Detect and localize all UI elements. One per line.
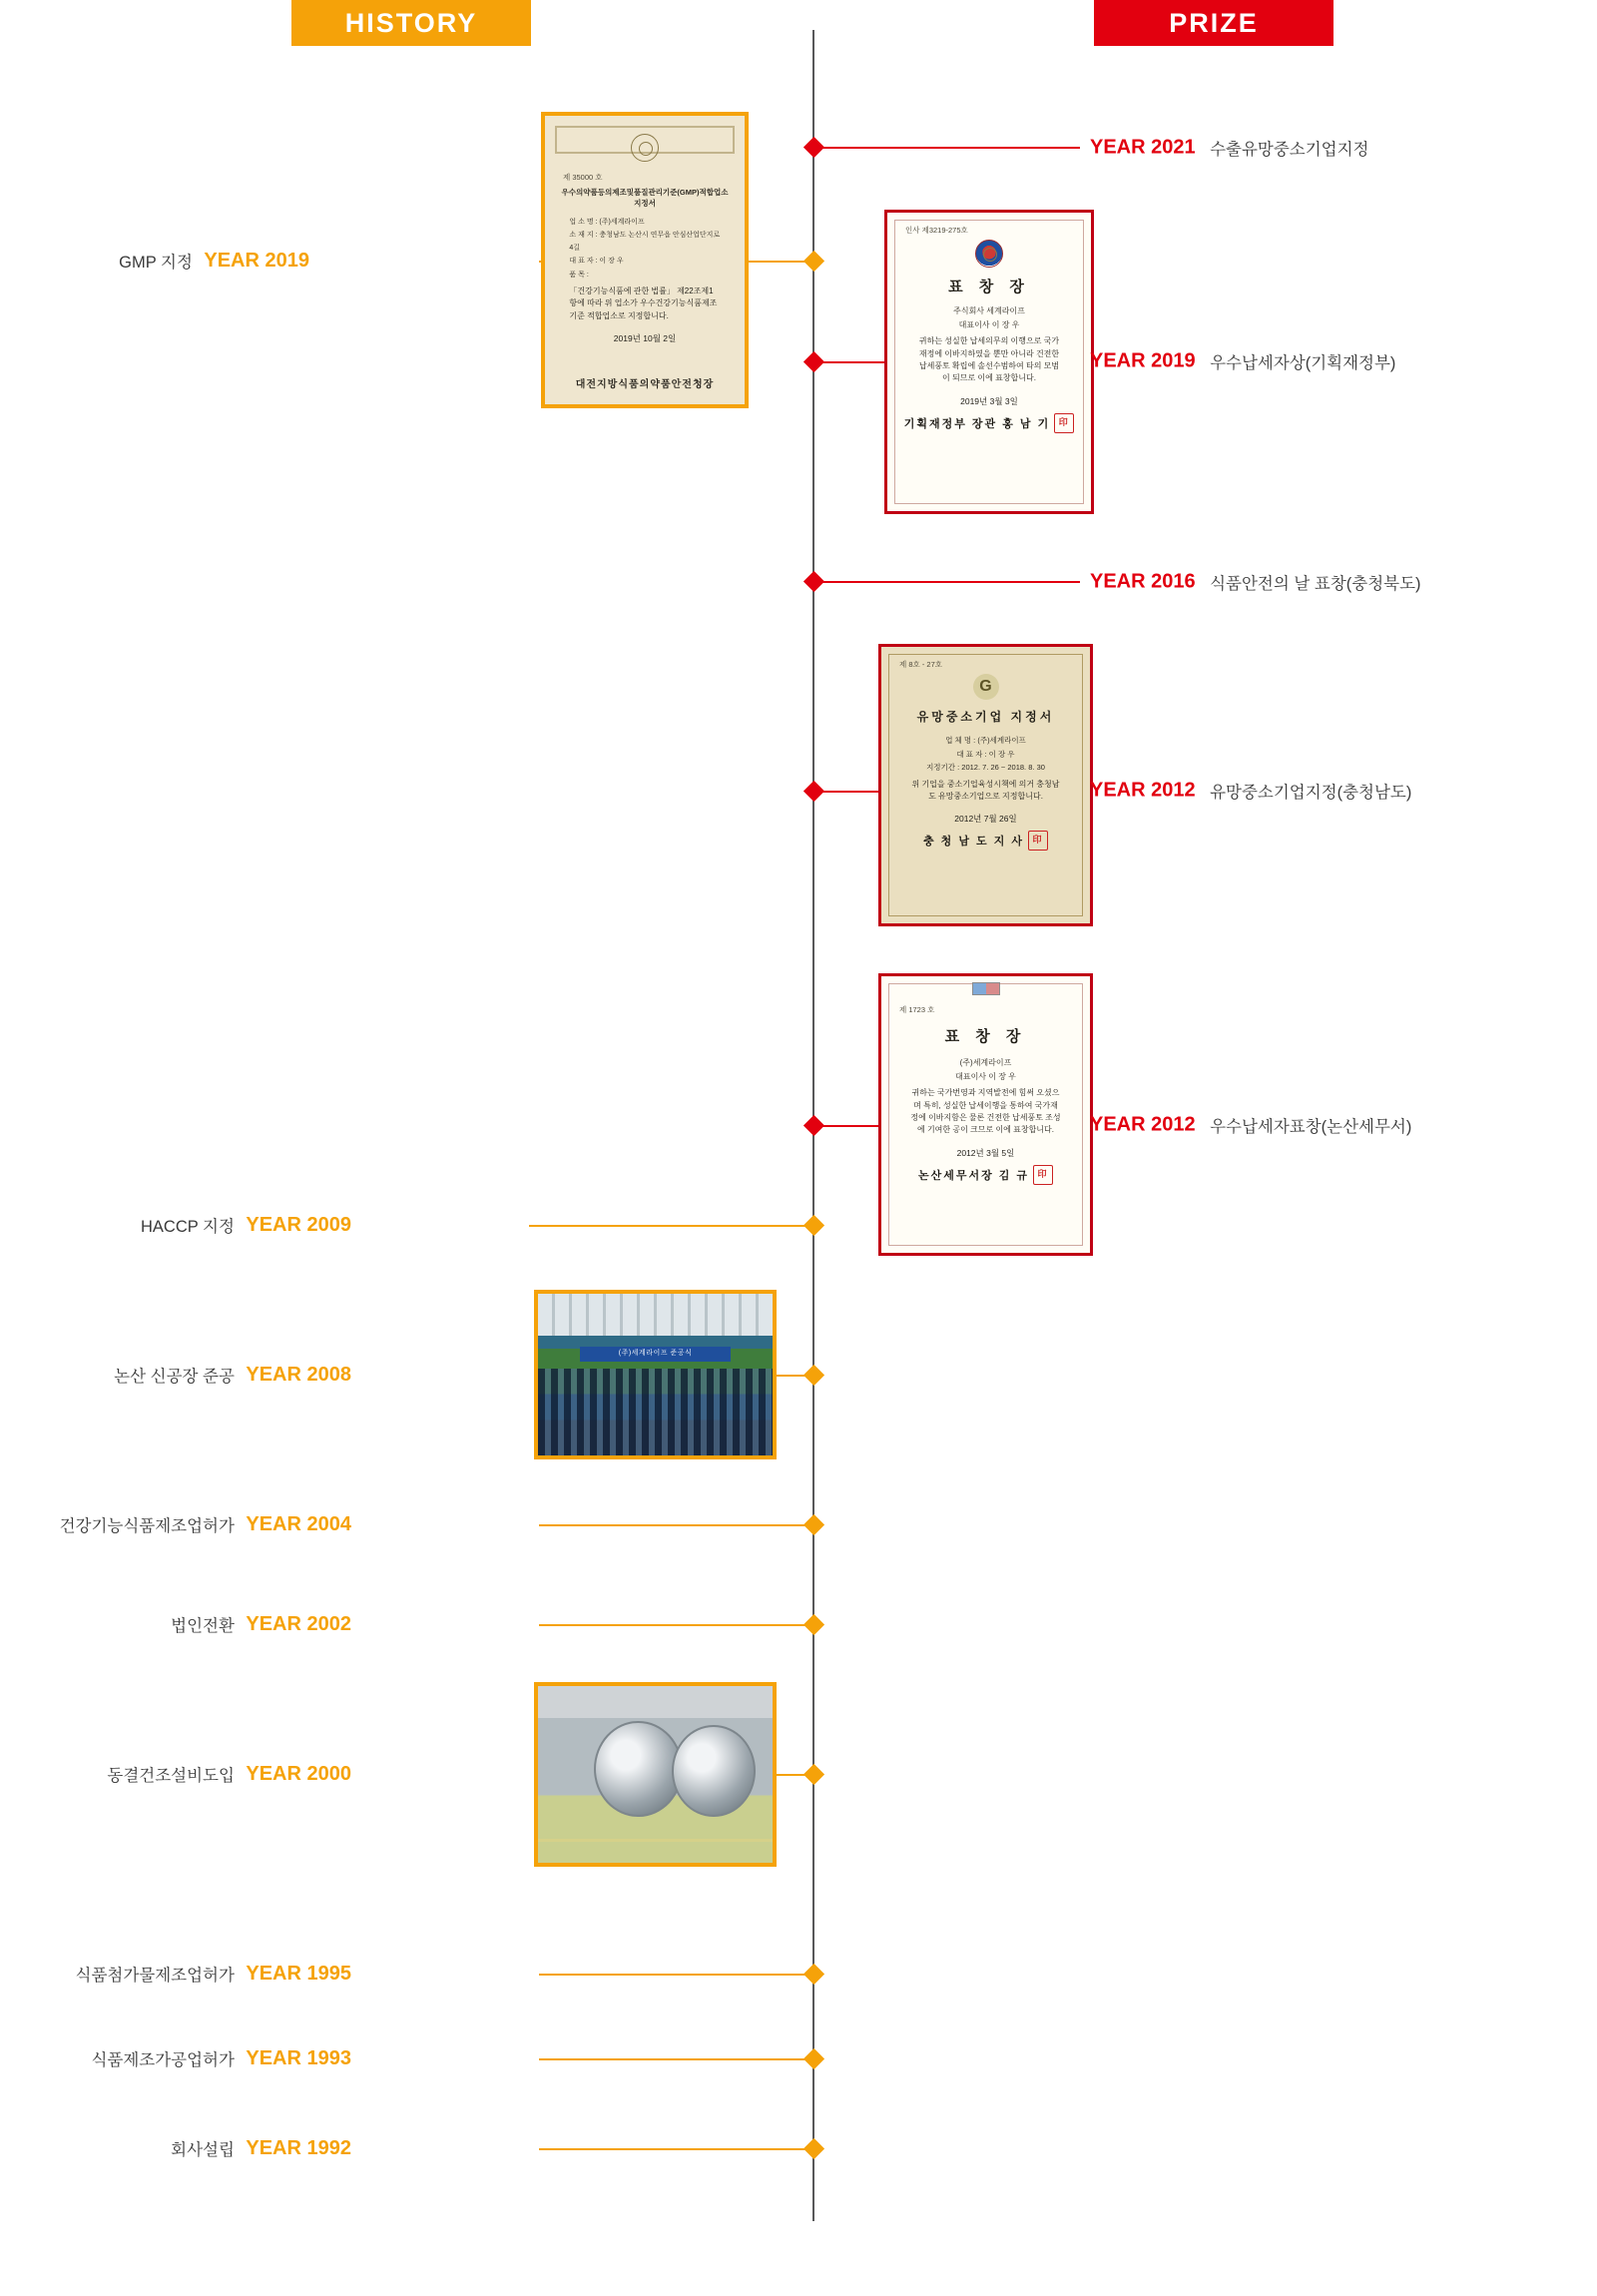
prize-year-2021: YEAR 2021 [1090,136,1196,159]
prize-2012-tax-title: 표 창 장 [944,1028,1027,1045]
history-label-2019 [119,249,309,273]
prize-2012-sme-signer [923,831,1048,851]
prize-label-2021 [1090,136,1368,160]
gmp-field-2: 소 재 지 : 충청남도 논산시 연무읍 안심산업단지로 4길 [569,231,721,253]
history-desc-2002: 법인전환 [171,1617,235,1635]
prize-2012-sme-date: 2012년 7월 26일 [954,814,1017,825]
prize-2019-recipient-2: 대표이사 이 장 우 [958,319,1020,329]
national-emblem-icon [975,240,1003,268]
history-year-1995: YEAR 1995 [246,1962,351,1985]
node-history-2004 [803,1514,824,1535]
gmp-number: 제 35000 호 [563,173,603,182]
prize-label-2016 [1090,570,1421,594]
node-history-2000 [803,1764,824,1785]
history-image-2019-gmp[interactable] [541,112,749,408]
prize-year-2019: YEAR 2019 [1090,349,1196,372]
history-label-2000 [107,1762,351,1786]
prize-label-2012-tax [1090,1113,1411,1137]
connector-history-1992 [539,2148,812,2150]
freeze-dryer-photo [538,1686,773,1863]
node-prize-2016 [803,571,824,592]
history-banner [291,0,531,46]
prize-desc-2012-sme: 유망중소기업지정(충청남도) [1210,784,1412,802]
prize-year-2016: YEAR 2016 [1090,570,1196,593]
prize-image-2012-sme[interactable] [878,644,1093,926]
gmp-field-3: 대 표 자 : 이 장 우 [569,258,624,266]
node-history-1993 [803,2048,824,2069]
prize-2012-tax-number: 제 1723 호 [899,1005,935,1014]
prize-desc-2016: 식품안전의 날 표창(충청북도) [1210,575,1421,593]
connector-history-1995 [539,1974,812,1976]
prize-2012-sme-field-1: 업 체 명 : (주)세계라이프 [945,736,1026,745]
connector-prize-2016 [820,581,1080,583]
seal-stamp-icon: 印 [1054,413,1074,433]
history-label-1995 [76,1962,351,1986]
node-prize-2021 [803,137,824,158]
prize-2012-tax-date: 2012년 3월 5일 [956,1147,1015,1158]
history-label-2009 [141,1213,351,1237]
prize-2012-sme-number: 제 8호 - 27호 [899,660,942,669]
history-desc-2004: 건강기능식품제조업허가 [59,1517,235,1535]
history-year-2002: YEAR 2002 [246,1612,351,1635]
prize-image-2019[interactable] [884,210,1094,514]
connector-prize-2012-sme [820,791,884,793]
seal-stamp-icon: 印 [1028,831,1048,851]
node-history-2002 [803,1614,824,1635]
history-label-2002 [171,1612,351,1636]
prize-2012-tax-recipient-1: (주)세계라이프 [959,1058,1012,1067]
gmp-note: 「건강기능식품에 관한 법률」 제22조제1항에 따라 위 업소가 우수건강기능식품제조기준 적합업소로 지정합니다. [569,286,718,320]
prize-2019-signer [904,413,1074,433]
node-prize-2012-sme [803,781,824,802]
prize-2012-sme-body: 위 기업을 중소기업육성시책에 의거 충청남도 유망중소기업으로 지정합니다. [911,779,1060,801]
history-year-1992: YEAR 1992 [246,2136,351,2159]
prize-desc-2019: 우수납세자상(기획재정부) [1210,354,1396,372]
connector-history-2009 [529,1225,812,1227]
history-banner-label: HISTORY [344,8,478,38]
prize-2012-tax-signer-text: 논산세무서장 김 규 [917,1169,1030,1182]
factory-photo-caption: (주)세계라이프 준공식 [580,1347,730,1362]
connector-history-2004 [539,1524,812,1526]
prize-label-2012-sme [1090,779,1411,803]
history-desc-1995: 식품첨가물제조업허가 [75,1967,235,1985]
node-history-1992 [803,2138,824,2159]
history-label-2008 [114,1363,351,1387]
prize-desc-2012-tax: 우수납세자표창(논산세무서) [1210,1118,1412,1136]
history-year-2019: YEAR 2019 [204,249,309,272]
gi-logo-icon: G [973,674,999,700]
gmp-date: 2019년 10월 2일 [613,333,677,344]
prize-2019-recipient-1: 주식회사 세계라이프 [953,306,1025,315]
node-history-2009 [803,1215,824,1236]
history-desc-1993: 식품제조가공업허가 [91,2051,235,2069]
prize-year-2012-sme: YEAR 2012 [1090,779,1196,802]
connector-prize-2019 [820,361,884,363]
prize-banner-label: PRIZE [1169,8,1259,38]
history-desc-2019: GMP 지정 [119,254,193,272]
history-year-2000: YEAR 2000 [246,1762,351,1785]
connector-prize-2012-tax [820,1125,884,1127]
prize-2019-number: 인사 제3219-275호 [905,226,968,235]
prize-2012-tax-body: 귀하는 국가번영과 지역발전에 힘써 오셨으며 특히, 성실한 납세이행을 통하여 국가재정에 이바지함은 물론 건전한 납세풍토 조성에 기여한 공이 크므로 이에 표창합니다. [910,1088,1061,1135]
history-desc-2000: 동결건조설비도입 [107,1767,235,1785]
prize-2012-tax-signer [918,1165,1053,1185]
prize-2012-sme-field-2: 대 표 자 : 이 장 우 [956,749,1015,759]
prize-2019-signer-text: 기획재정부 장관 홍 남 기 [903,417,1051,430]
connector-history-1993 [539,2058,812,2060]
gmp-headline: 우수의약품등의제조및품질관리기준(GMP)적합업소 지정서 [561,188,729,209]
prize-label-2019 [1090,349,1395,373]
prize-2012-sme-signer-text: 충 청 남 도 지 사 [922,836,1025,849]
history-label-2004 [60,1512,351,1536]
prize-2019-title: 표 창 장 [948,279,1030,295]
connector-prize-2021 [820,147,1080,149]
gmp-field-1: 업 소 명 : (주)세계라이프 [569,218,645,226]
node-prize-2019 [803,351,824,372]
history-year-2004: YEAR 2004 [246,1512,351,1535]
history-desc-2008: 논산 신공장 준공 [114,1368,235,1386]
node-history-2008 [803,1365,824,1386]
node-history-2019 [803,251,824,272]
history-label-1993 [91,2046,351,2070]
prize-banner [1094,0,1333,46]
prize-year-2012-tax: YEAR 2012 [1090,1113,1196,1136]
factory-opening-photo [538,1294,773,1455]
history-image-2000-dryer[interactable] [534,1682,777,1867]
prize-image-2012-tax[interactable] [878,973,1093,1256]
history-desc-1992: 회사설립 [171,2141,235,2159]
prize-2019-date: 2019년 3월 3일 [960,395,1018,406]
node-prize-2012-tax [803,1115,824,1136]
connector-history-2002 [539,1624,812,1626]
prize-2019-body: 귀하는 성실한 납세의무의 이행으로 국가재정에 이바지하였을 뿐만 아니라 건전한 납세풍토 확립에 솔선수범하여 타의 모범이 되므로 이에 표창합니다. [918,336,1060,383]
history-image-2008-factory[interactable] [534,1290,777,1459]
history-desc-2009: HACCP 지정 [140,1218,235,1236]
history-label-1992 [171,2136,351,2160]
history-year-1993: YEAR 1993 [246,2046,351,2069]
prize-2012-sme-title: 유망중소기업 지정서 [916,710,1055,724]
gmp-field-4: 품 목 : [569,271,589,279]
gmp-emblem-icon [631,134,659,162]
seal-stamp-icon: 印 [1033,1165,1053,1185]
gmp-issuer: 대전지방식품의약품안전청장 [575,379,715,390]
history-year-2009: YEAR 2009 [246,1213,351,1236]
prize-2012-tax-recipient-2: 대표이사 이 장 우 [955,1071,1016,1081]
prize-2012-sme-field-3: 지정기간 : 2012. 7. 26 ~ 2018. 8. 30 [926,763,1045,772]
prize-desc-2021: 수출유망중소기업지정 [1210,141,1369,159]
node-history-1995 [803,1964,824,1985]
history-year-2008: YEAR 2008 [246,1363,351,1386]
